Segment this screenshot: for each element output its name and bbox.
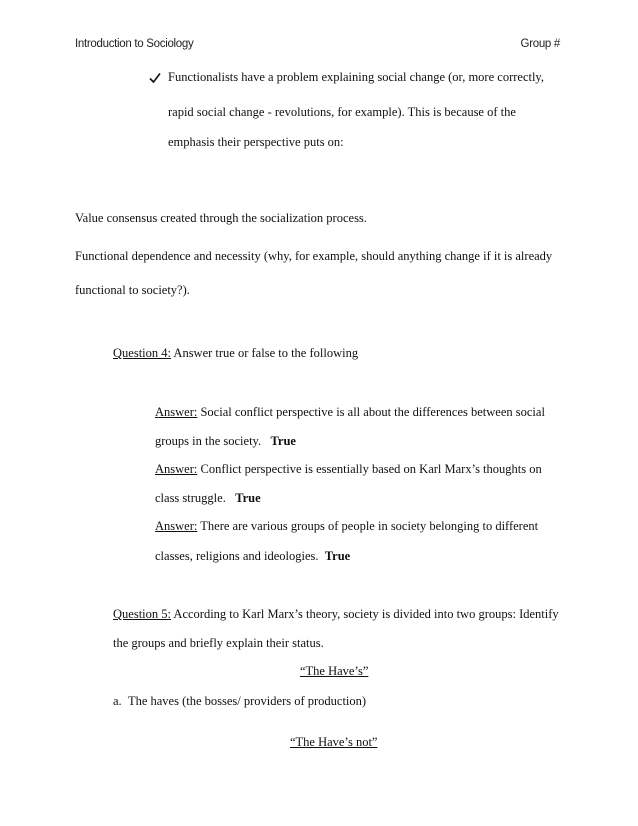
bullet-line-1: Functionalists have a problem explaining social change (or, more correctly, <box>168 70 544 84</box>
question-5-text: According to Karl Marx’s theory, society is divided into two groups: Identify <box>170 607 559 621</box>
answer-2-verdict: True <box>235 491 261 505</box>
answer-2-line-2 <box>155 491 261 506</box>
answer-3-line-1 <box>155 519 538 534</box>
haves-heading: “The Have’s” <box>300 664 369 678</box>
answer-1-line-2 <box>155 434 296 449</box>
question-4-text: Answer true or false to the following <box>170 346 359 360</box>
list-item-a-marker: a. <box>113 694 122 708</box>
answer-3-text-2: classes, religions and ideologies. <box>155 549 319 563</box>
question-5-label: Question 5: <box>113 607 171 621</box>
answer-2-label: Answer: <box>155 462 198 476</box>
header-course-title: Introduction to Sociology <box>75 38 194 50</box>
answer-1-text: Social conflict perspective is all about the differences between social <box>197 405 545 419</box>
answer-3-text: There are various groups of people in society belonging to different <box>197 519 539 533</box>
answer-2-line-1 <box>155 462 542 477</box>
answer-1-label: Answer: <box>155 405 198 419</box>
question-4-label: Question 4: <box>113 346 171 360</box>
answer-2-text: Conflict perspective is essentially based on Karl Marx’s thoughts on <box>197 462 542 476</box>
question-4 <box>113 346 358 361</box>
checkmark-icon <box>149 72 161 84</box>
bullet-line-2: rapid social change - revolutions, for example). This is because of the <box>168 105 516 119</box>
paragraph-functional-line-1: Functional dependence and necessity (why, for example, should anything change if it is already <box>75 249 553 263</box>
have-nots-heading: “The Have’s not” <box>290 735 378 749</box>
answer-1-line-1 <box>155 405 545 420</box>
bullet-line-3: emphasis their perspective puts on: <box>168 135 344 149</box>
paragraph-functional-line-2: functional to society?). <box>75 283 190 297</box>
list-item-a-text: The haves (the bosses/ providers of production) <box>127 694 367 708</box>
answer-3-line-2 <box>155 549 350 564</box>
answer-1-text-2: groups in the society. <box>155 434 262 448</box>
header-group-label: Group # <box>520 38 560 50</box>
question-5 <box>113 607 559 622</box>
answer-3-label: Answer: <box>155 519 198 533</box>
question-5-line-2: the groups and briefly explain their status. <box>113 636 324 650</box>
answer-1-verdict: True <box>270 434 296 448</box>
answer-2-text-2: class struggle. <box>155 491 226 505</box>
list-item-a <box>113 694 366 709</box>
paragraph-value-consensus: Value consensus created through the socialization process. <box>75 211 367 225</box>
answer-3-verdict: True <box>324 549 351 563</box>
